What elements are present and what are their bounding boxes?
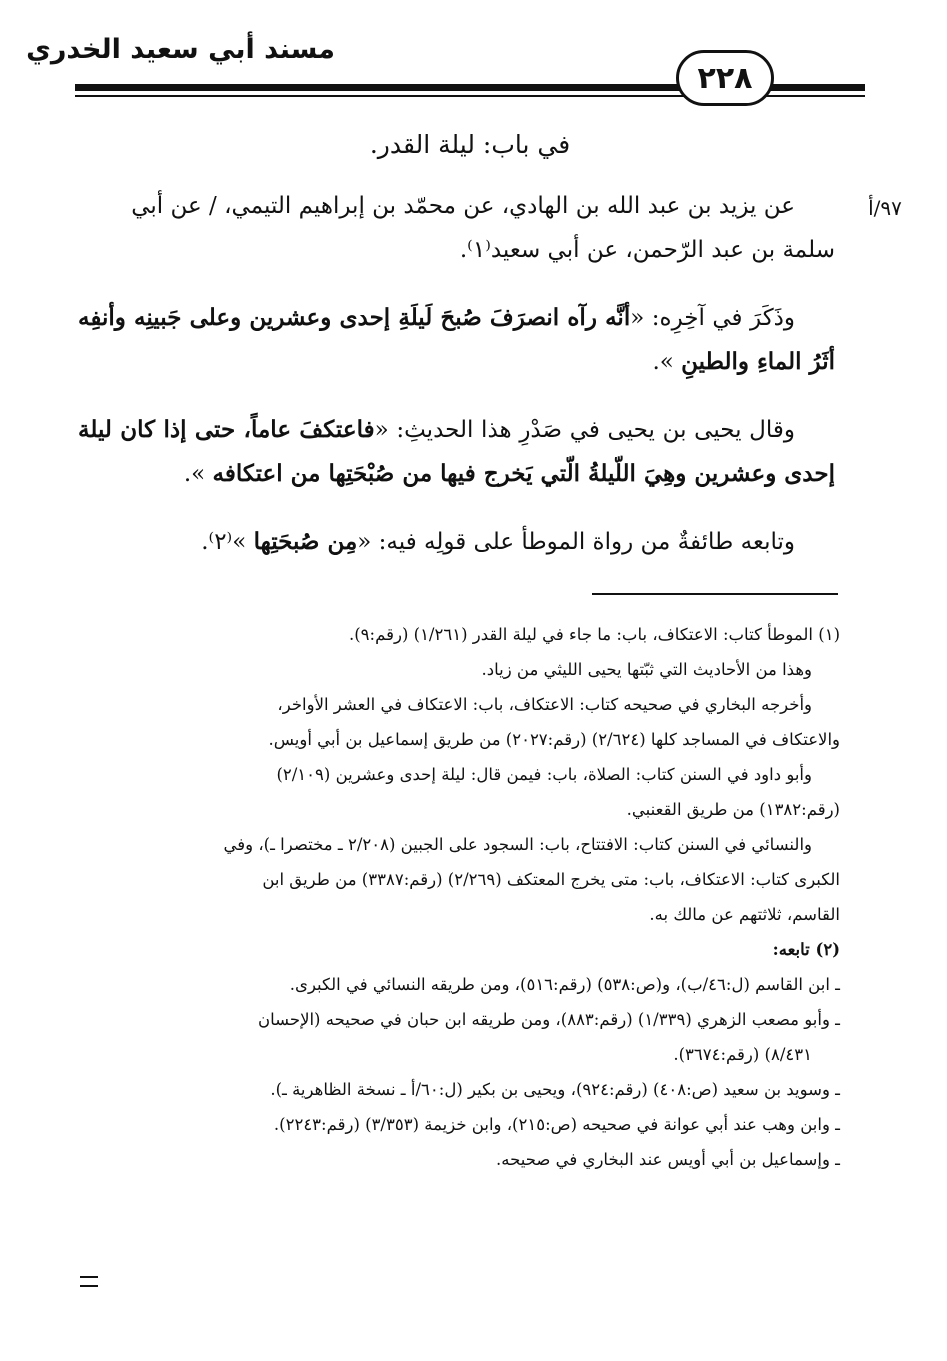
footnote-separator: [592, 593, 838, 595]
paragraph-lead: وذَكَرَ في آخِرِه: «: [630, 305, 795, 331]
footnotes: [78, 617, 840, 1177]
running-title: مسند أبي سعيد الخدري: [26, 34, 335, 65]
paragraph-line: سلمة بن عبد الرّحمن، عن أبي سعيد⁽١⁾.: [459, 237, 835, 263]
footnote-line: (٢) تابعه:: [772, 940, 840, 959]
continuation-mark: [80, 1276, 98, 1287]
footnote-line: القاسم، ثلاثتهم عن مالك به.: [649, 905, 840, 924]
footnote-line: وهذا من الأحاديث التي ثبّتها يحيى الليثي من زياد.: [481, 660, 812, 679]
paragraph-lead: وتابعه طائفةٌ من رواة الموطأ على قولِه فيه: «: [357, 529, 795, 555]
footnote-line: الكبرى كتاب: الاعتكاف، باب: متى يخرج المعتكف (٢/٢٦٩) (رقم:٣٣٨٧) من طريق ابن: [262, 870, 840, 889]
quote-close: ».: [652, 349, 674, 375]
hadith-quote: مِن صُبحَتِها: [253, 528, 358, 555]
footnote-line: (١) الموطأ كتاب: الاعتكاف، باب: ما جاء في ليلة القدر (١/٢٦١) (رقم:٩).: [348, 625, 840, 644]
footnote-line: وأبو داود في السنن كتاب: الصلاة، باب: فيمن قال: ليلة إحدى وعشرين (٢/١٠٩): [276, 765, 812, 784]
manuscript-folio-ref: ٩٧/أ: [868, 196, 902, 220]
paragraph-mutaba: [78, 520, 835, 564]
footnote-line: ـ وإسماعيل بن أبي أويس عند البخاري في صحيحه.: [496, 1150, 840, 1169]
footnote-line: ـ ابن القاسم (ل:٤٦/ب)، و(ص:٥٣٨) (رقم:٥١٦)، ومن طريقه النسائي في الكبرى.: [289, 975, 840, 994]
paragraph-line: عن يزيد بن عبد الله بن الهادي، عن محمّد بن إبراهيم التيمي، / عن أبي: [131, 193, 795, 219]
chapter-heading: في باب: ليلة القدر.: [369, 130, 571, 159]
paragraph-lead: وقال يحيى بن يحيى في صَدْرِ هذا الحديثِ: «: [374, 417, 795, 443]
footnote-line: ـ وسويد بن سعيد (ص:٤٠٨) (رقم:٩٢٤)، ويحيى بن بكير (ل:٦٠/أ ـ نسخة الظاهرية ـ).: [270, 1080, 840, 1099]
footnote-line: والنسائي في السنن كتاب: الافتتاح، باب: السجود على الجبين (٢/٢٠٨ ـ مختصرا ـ)، وفي: [223, 835, 812, 854]
hadith-quote: أنَّه رآه انصرَفَ صُبحَ لَيلَةِ إحدى وعشرين وعلى جَبينِه وأنفِه أثَرُ الماءِ والطينِ: [78, 304, 835, 375]
footnote-line: ـ وابن وهب عند أبي عوانة في صحيحه (ص:٢١٥)، وابن خزيمة (٣/٣٥٣) (رقم:٢٢٤٣).: [273, 1115, 840, 1134]
page-number: ٢٢٨: [676, 50, 774, 106]
footnote-line: ٨/٤٣١) (رقم:٣٦٧٤).: [673, 1045, 812, 1064]
hadith-quote: فاعتكفَ عاماً، حتى إذا كان ليلة إحدى وعشرين وهِيَ اللّيلةُ الّتي يَخرج فيها من صُبْحَتِها من اعتكافه: [78, 416, 835, 487]
footnote-line: وأخرجه البخاري في صحيحه كتاب: الاعتكاف، باب: الاعتكاف في العشر الأواخر،: [277, 695, 812, 714]
quote-close: »⁽٢⁾.: [201, 529, 247, 555]
footnote-line: والاعتكاف في المساجد كلها (٢/٦٢٤) (رقم:٢٠٢٧) من طريق إسماعيل بن أبي أويس.: [268, 730, 840, 749]
footnote-line: (رقم:١٣٨٢) من طريق القعنبي.: [626, 800, 840, 819]
footnote-line: ـ وأبو مصعب الزهري (١/٣٣٩) (رقم:٨٨٣)، ومن طريقه ابن حبان في صحيحه (الإحسان: [258, 1010, 840, 1029]
paragraph-isnad: [78, 184, 835, 272]
paragraph-matn-1: [78, 296, 835, 384]
paragraph-matn-2: [78, 408, 835, 496]
quote-close: ».: [183, 461, 206, 487]
